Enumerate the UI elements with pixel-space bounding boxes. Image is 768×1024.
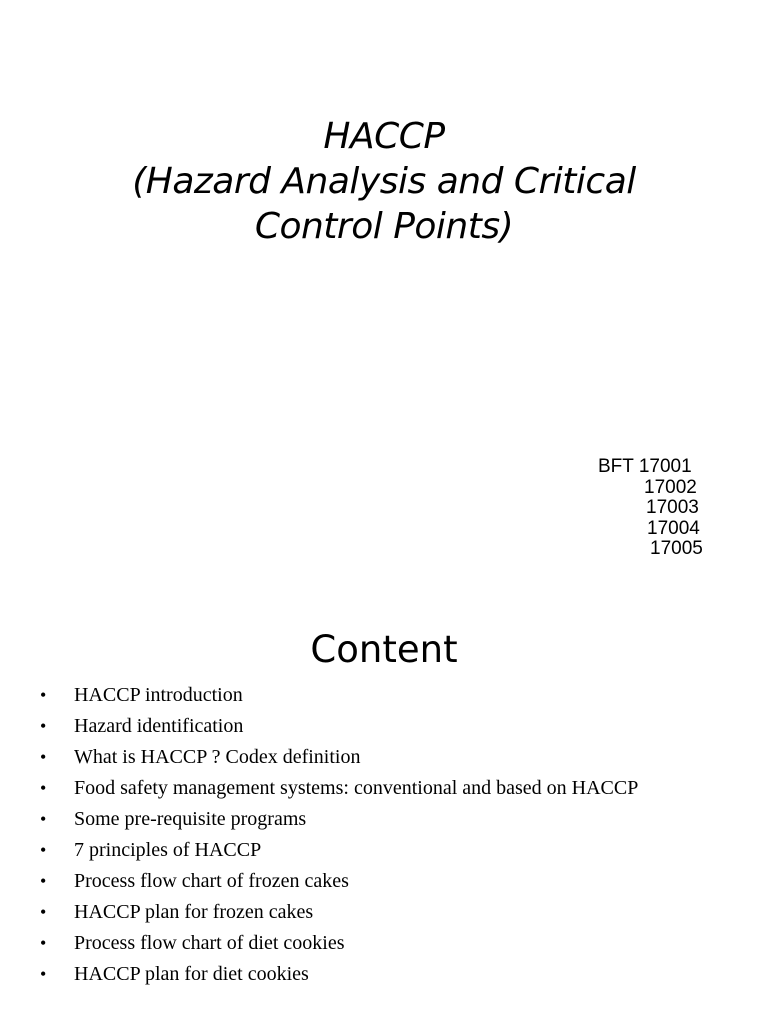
list-item bbox=[40, 866, 638, 897]
bullet-icon: • bbox=[40, 871, 47, 891]
bullet-icon: • bbox=[40, 716, 47, 736]
bullet-icon: • bbox=[40, 809, 47, 829]
list-item-text: HACCP introduction bbox=[74, 684, 243, 706]
author-id: BFT 17001 bbox=[598, 456, 692, 477]
list-item-text: Process flow chart of diet cookies bbox=[74, 932, 345, 954]
author-id: 17004 bbox=[647, 517, 700, 539]
list-item bbox=[40, 742, 638, 773]
title-line: (Hazard Analysis and Critical bbox=[132, 161, 636, 202]
list-item-text: HACCP plan for frozen cakes bbox=[74, 901, 314, 923]
author-id: 17005 bbox=[650, 538, 703, 559]
list-item bbox=[40, 897, 638, 928]
list-item-text: 7 principles of HACCP bbox=[74, 839, 262, 861]
list-item-text: Some pre-requisite programs bbox=[74, 808, 307, 830]
bullet-icon: • bbox=[40, 902, 47, 922]
list-item-text: Process flow chart of frozen cakes bbox=[74, 870, 349, 892]
list-item bbox=[40, 959, 638, 990]
list-item bbox=[40, 680, 638, 711]
bullet-icon: • bbox=[40, 747, 47, 767]
bullet-icon: • bbox=[40, 840, 47, 860]
list-item bbox=[40, 773, 638, 804]
content-list bbox=[40, 680, 638, 990]
list-item-text: HACCP plan for diet cookies bbox=[74, 963, 309, 985]
list-item bbox=[40, 835, 638, 866]
bullet-icon: • bbox=[40, 685, 47, 705]
list-item bbox=[40, 711, 638, 742]
title-line: HACCP bbox=[323, 116, 445, 157]
list-item bbox=[40, 804, 638, 835]
content-heading: Content bbox=[310, 628, 458, 671]
author-ids bbox=[598, 457, 703, 560]
bullet-icon: • bbox=[40, 933, 47, 953]
bullet-icon: • bbox=[40, 964, 47, 984]
author-id: 17003 bbox=[646, 497, 699, 518]
content-slide bbox=[0, 600, 768, 1024]
list-item bbox=[40, 928, 638, 959]
bullet-icon: • bbox=[40, 778, 47, 798]
list-item-text: What is HACCP ? Codex definition bbox=[74, 746, 361, 768]
author-id: 17002 bbox=[644, 476, 697, 498]
slide-title bbox=[0, 114, 768, 249]
list-item-text: Food safety management systems: conventional and based on HACCP bbox=[74, 777, 639, 799]
title-line: Control Points) bbox=[254, 206, 514, 247]
list-item-text: Hazard identification bbox=[74, 715, 244, 737]
